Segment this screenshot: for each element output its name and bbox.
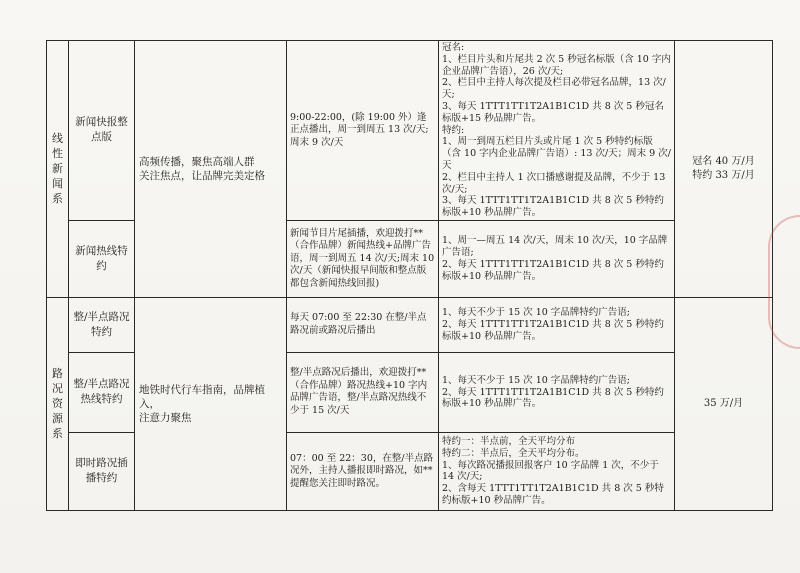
feature-line: 关注焦点，让品牌完美定格 xyxy=(139,169,265,182)
description-line: 2、栏目中主持人 1 次口播感谢提及品牌，不少于 13 次/天; xyxy=(442,171,666,195)
category-char: 线 xyxy=(52,132,63,146)
description-line: 特约二：半点后，全天平均分布。 xyxy=(442,447,585,459)
feature-line: 注意力聚焦 xyxy=(139,411,192,424)
category-char: 新 xyxy=(52,162,63,176)
program-name: 整/半点路况热线特约 xyxy=(69,352,135,432)
schedule-cell: 每天 07:00 至 22:30 在整/半点路况前或路况后播出 xyxy=(287,297,439,352)
category-char: 源 xyxy=(52,412,63,426)
table-row xyxy=(47,297,773,352)
category-cell-traffic xyxy=(47,297,69,510)
category-cell-news xyxy=(47,41,69,298)
description-line: 特约一：半点前，全天平均分布 xyxy=(442,436,576,448)
description-line: 1、周一到周五栏目片头或片尾 1 次 5 秒特约标版（含 10 字内企业品牌广告语）: 13 次/天；周末 9 次/天 xyxy=(442,136,671,171)
description-line: 1、每天不少于 15 次 10 字品牌特约广告语; xyxy=(442,307,631,319)
price-line: 特约 33 万/月 xyxy=(692,169,755,181)
price-line: 35 万/月 xyxy=(703,397,744,409)
category-char: 系 xyxy=(52,427,63,441)
description-line: 1、栏目片头和片尾共 2 次 5 秒冠名标版（含 10 字内企业品牌广告语），26 次/天; xyxy=(442,53,671,77)
feature-line: 地铁时代行车指南，品牌植入， xyxy=(139,383,265,410)
description-line: 3、每天 1TTT1TT1T2A1B1C1D 共 8 次 5 秒冠名标版+15 秒品牌广告。 xyxy=(442,100,664,124)
description-line: 2、含每天 1TTT1TT1T2A1B1C1D 共 8 次 5 秒特约标版+10 秒品牌广告。 xyxy=(442,483,664,507)
program-name: 整/半点路况特约 xyxy=(69,297,135,352)
category-char: 路 xyxy=(52,367,63,381)
feature-line: 高频传播，聚焦高端人群 xyxy=(139,155,255,168)
description-line: 特约: xyxy=(442,124,465,136)
price-cell xyxy=(675,41,773,298)
description-line: 2、栏目中主持人每次提及栏目必带冠名品牌，13 次/天; xyxy=(442,77,666,101)
category-char: 性 xyxy=(52,147,63,161)
price-cell xyxy=(675,297,773,510)
ad-package-table xyxy=(46,40,773,511)
schedule-cell: 新闻节目片尾插播，欢迎拨打**（合作品牌）新闻热线+品牌广告语，周一到周五 14 次/天;周末 10 次/天（新闻快报早间版和整点版都包含新闻热线回报) xyxy=(287,220,439,297)
category-char: 系 xyxy=(52,192,63,206)
description-line: 2、每天 1TTT1TT1T2A1B1C1D 共 8 次 5 秒特约标版+10 秒品牌广告。 xyxy=(442,386,664,410)
red-seal-stamp-edge xyxy=(768,215,800,349)
description-line: 冠名: xyxy=(442,42,465,53)
description-cell xyxy=(439,41,675,221)
schedule-cell: 9:00-22:00，(除 19:00 外）逢正点播出，周一到周五 13 次/天;周末 9 次/天 xyxy=(287,41,439,221)
table-row xyxy=(47,41,773,221)
category-char: 闻 xyxy=(52,177,63,191)
feature-cell xyxy=(135,41,287,298)
category-char: 资 xyxy=(52,397,63,411)
schedule-cell: 07：00 至 22：30，在整/半点路况外，主持人播报即时路况，如**提醒您关注即时路况。 xyxy=(287,432,439,510)
program-name: 新闻热线特约 xyxy=(69,220,135,297)
description-line: 2、每天 1TTT1TT1T2A1B1C1D 共 8 次 5 秒特约标版+10 秒品牌广告。 xyxy=(442,258,664,282)
description-line: 1、每天不少于 15 次 10 字品牌特约广告语; xyxy=(442,374,631,386)
description-line: 2、每天 1TTT1TT1T2A1B1C1D 共 8 次 5 秒特约标版+10 秒品牌广告。 xyxy=(442,319,664,342)
description-line: 1、每次路况播报回报客户 10 字品牌 1 次，不少于 14 次/天; xyxy=(442,459,659,483)
feature-cell xyxy=(135,297,287,510)
description-line: 1、周一—周五 14 次/天，周末 10 次/天，10 字品牌广告语; xyxy=(442,235,668,259)
description-cell xyxy=(439,432,675,510)
category-char: 况 xyxy=(52,382,63,396)
description-line: 3、每天 1TTT1TT1T2A1B1C1D 共 8 次 5 秒特约标版+10 秒品牌广告。 xyxy=(442,195,664,219)
program-name: 即时路况插播特约 xyxy=(69,432,135,510)
program-name: 新闻快报整点版 xyxy=(69,41,135,221)
price-line: 冠名 40 万/月 xyxy=(692,155,755,167)
description-cell xyxy=(439,297,675,352)
schedule-cell: 整/半点路况后播出，欢迎拨打**（合作品牌）路况热线+10 字内品牌广告语，整/半点路况热线不少于 15 次/天 xyxy=(287,352,439,432)
description-cell xyxy=(439,220,675,297)
description-cell xyxy=(439,352,675,432)
